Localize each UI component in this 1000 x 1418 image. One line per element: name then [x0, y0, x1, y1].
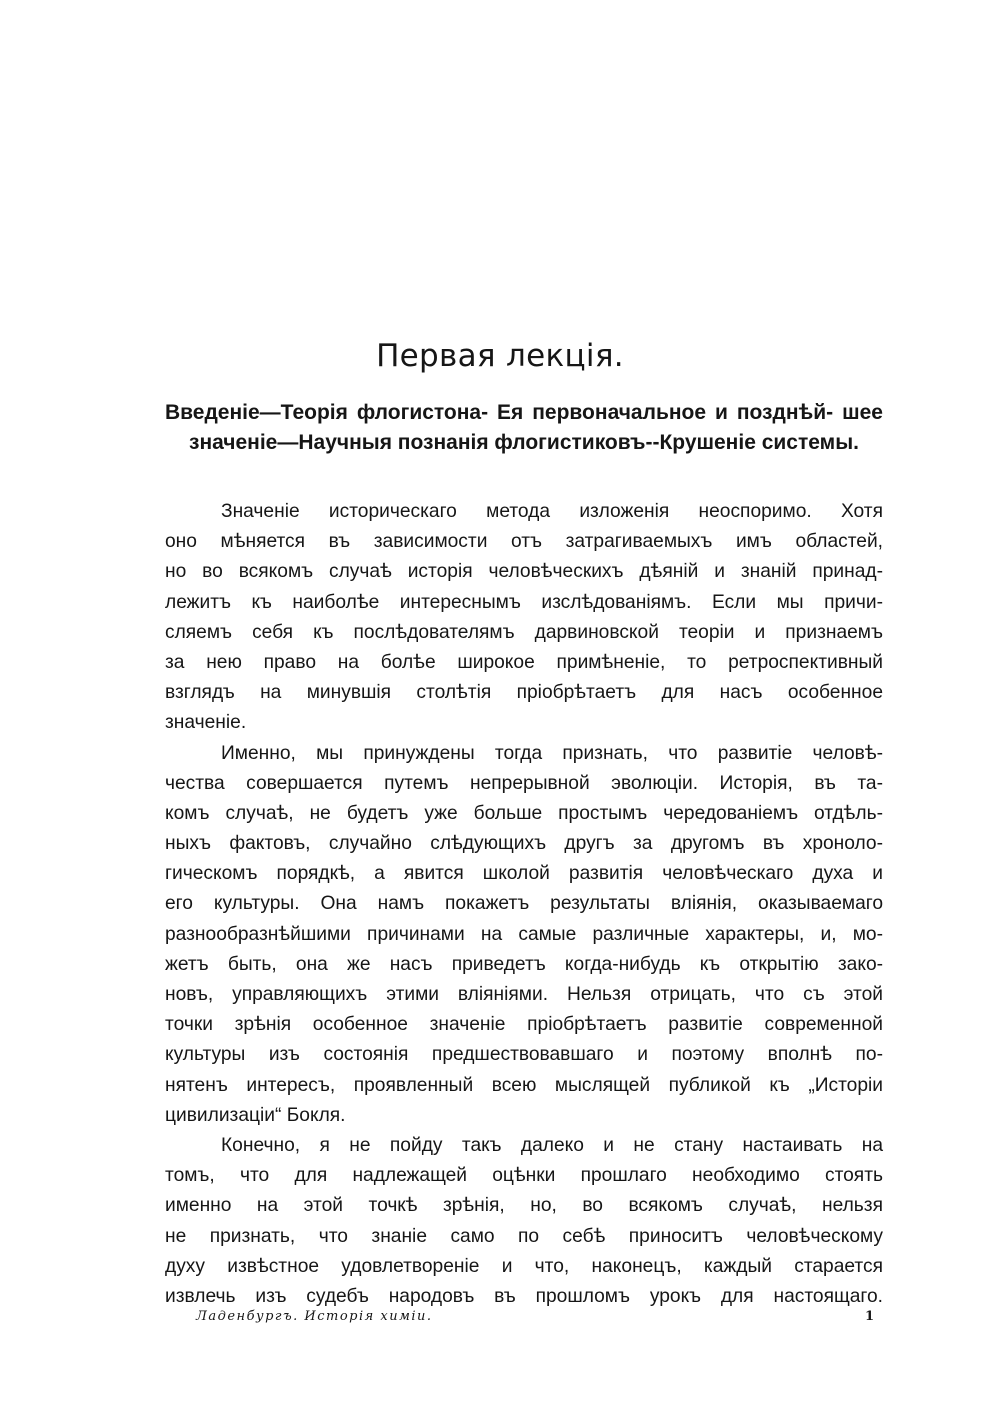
- paragraph-line: за нею право на болѣе широкое примѣненіе, то ретроспективный: [165, 651, 883, 673]
- paragraph-line: лежитъ къ наиболѣе интереснымъ изслѣдованіямъ. Если мы причи-: [165, 591, 883, 613]
- paragraph-line: точки зрѣнія особенное значеніе пріобрѣтаетъ развитіе современной: [165, 1014, 883, 1036]
- paragraph-line: новъ, управляющихъ этими вліяніями. Нельзя отрицать, что съ этой: [165, 984, 883, 1005]
- paragraph-line: Значеніе историческаго метода изложенія неоспоримо. Хотя: [221, 501, 883, 522]
- body-text: [165, 497, 883, 1312]
- chapter-synopsis: [165, 398, 883, 458]
- paragraph-line: именно на этой точкѣ зрѣнія, но, во всякомъ случаѣ, нельзя: [165, 1195, 883, 1217]
- paragraph-line: извлечь изъ судебъ народовъ въ прошломъ урокъ для настоящаго.: [165, 1285, 883, 1307]
- paragraph-line: жетъ быть, она же насъ приведетъ когда-нибудь къ открытію зако-: [165, 953, 883, 975]
- paragraph-line: цивилизаціи“ Бокля.: [165, 1104, 346, 1126]
- paragraph-line: не признать, что знаніе само по себѣ приноситъ человѣческому: [165, 1225, 883, 1247]
- paragraph-line: взглядъ на минувшія столѣтія пріобрѣтаетъ для насъ особенное: [165, 682, 883, 704]
- paragraph-line: разнообразнѣйшими причинами на самые различные характеры, и, мо-: [165, 923, 883, 945]
- paragraph-line: значеніе.: [165, 712, 247, 734]
- paragraph-line: нятенъ интересъ, проявленный всею мыслящей публикой къ „Исторіи: [165, 1074, 883, 1096]
- paragraph-line: гическомъ порядкѣ, а явится школой развитія человѣческаго духа и: [165, 863, 883, 885]
- chapter-title: Первая лекція.: [376, 338, 624, 374]
- synopsis-line: Введеніе—Теорія флогистона- Ея первоначальное и позднѣй-: [165, 401, 834, 424]
- page-number: 1: [864, 1309, 874, 1324]
- paragraph-line: Именно, мы принуждены тогда признать, что развитіе человѣ-: [221, 742, 883, 764]
- synopsis-line: шее значеніе—Научныя познанія флогистиковъ--Крушеніе: [189, 401, 883, 454]
- paragraph-line: его культуры. Она намъ покажетъ результаты вліянія, оказываемаго: [165, 893, 883, 915]
- paragraph-line: но во всякомъ случаѣ исторія человѣческихъ дѣяній и знаній принад-: [165, 561, 883, 583]
- paragraph-line: ныхъ фактовъ, случайно слѣдующихъ другъ за другомъ въ хроноло-: [165, 833, 883, 855]
- paragraph-line: культуры изъ состоянія предшествовавшаго и поэтому вполнѣ по-: [165, 1044, 883, 1066]
- paragraph-line: комъ случаѣ, не будетъ уже больше простымъ чередованіемъ отдѣль-: [165, 802, 883, 824]
- paragraph-line: томъ, что для надлежащей оцѣнки прошлаго необходимо стоять: [165, 1165, 883, 1187]
- paragraph-line: духу извѣстное удовлетвореніе и что, наконецъ, каждый старается: [165, 1255, 883, 1277]
- page-footer: [196, 1305, 874, 1329]
- paragraph-line: Конечно, я не пойду такъ далеко и не стану настаивать на: [221, 1134, 883, 1156]
- paragraph-line: сляемъ себя къ послѣдователямъ дарвиновской теоріи и признаемъ: [165, 621, 883, 643]
- paragraph-line: оно мѣняется въ зависимости отъ затрагиваемыхъ имъ областей,: [165, 531, 883, 553]
- paragraph-line: чества совершается путемъ непрерывной эволюціи. Исторія, въ та-: [165, 772, 883, 794]
- synopsis-line: системы.: [761, 431, 859, 454]
- footer-signature: Ладенбургъ. Исторія химіи.: [196, 1309, 433, 1324]
